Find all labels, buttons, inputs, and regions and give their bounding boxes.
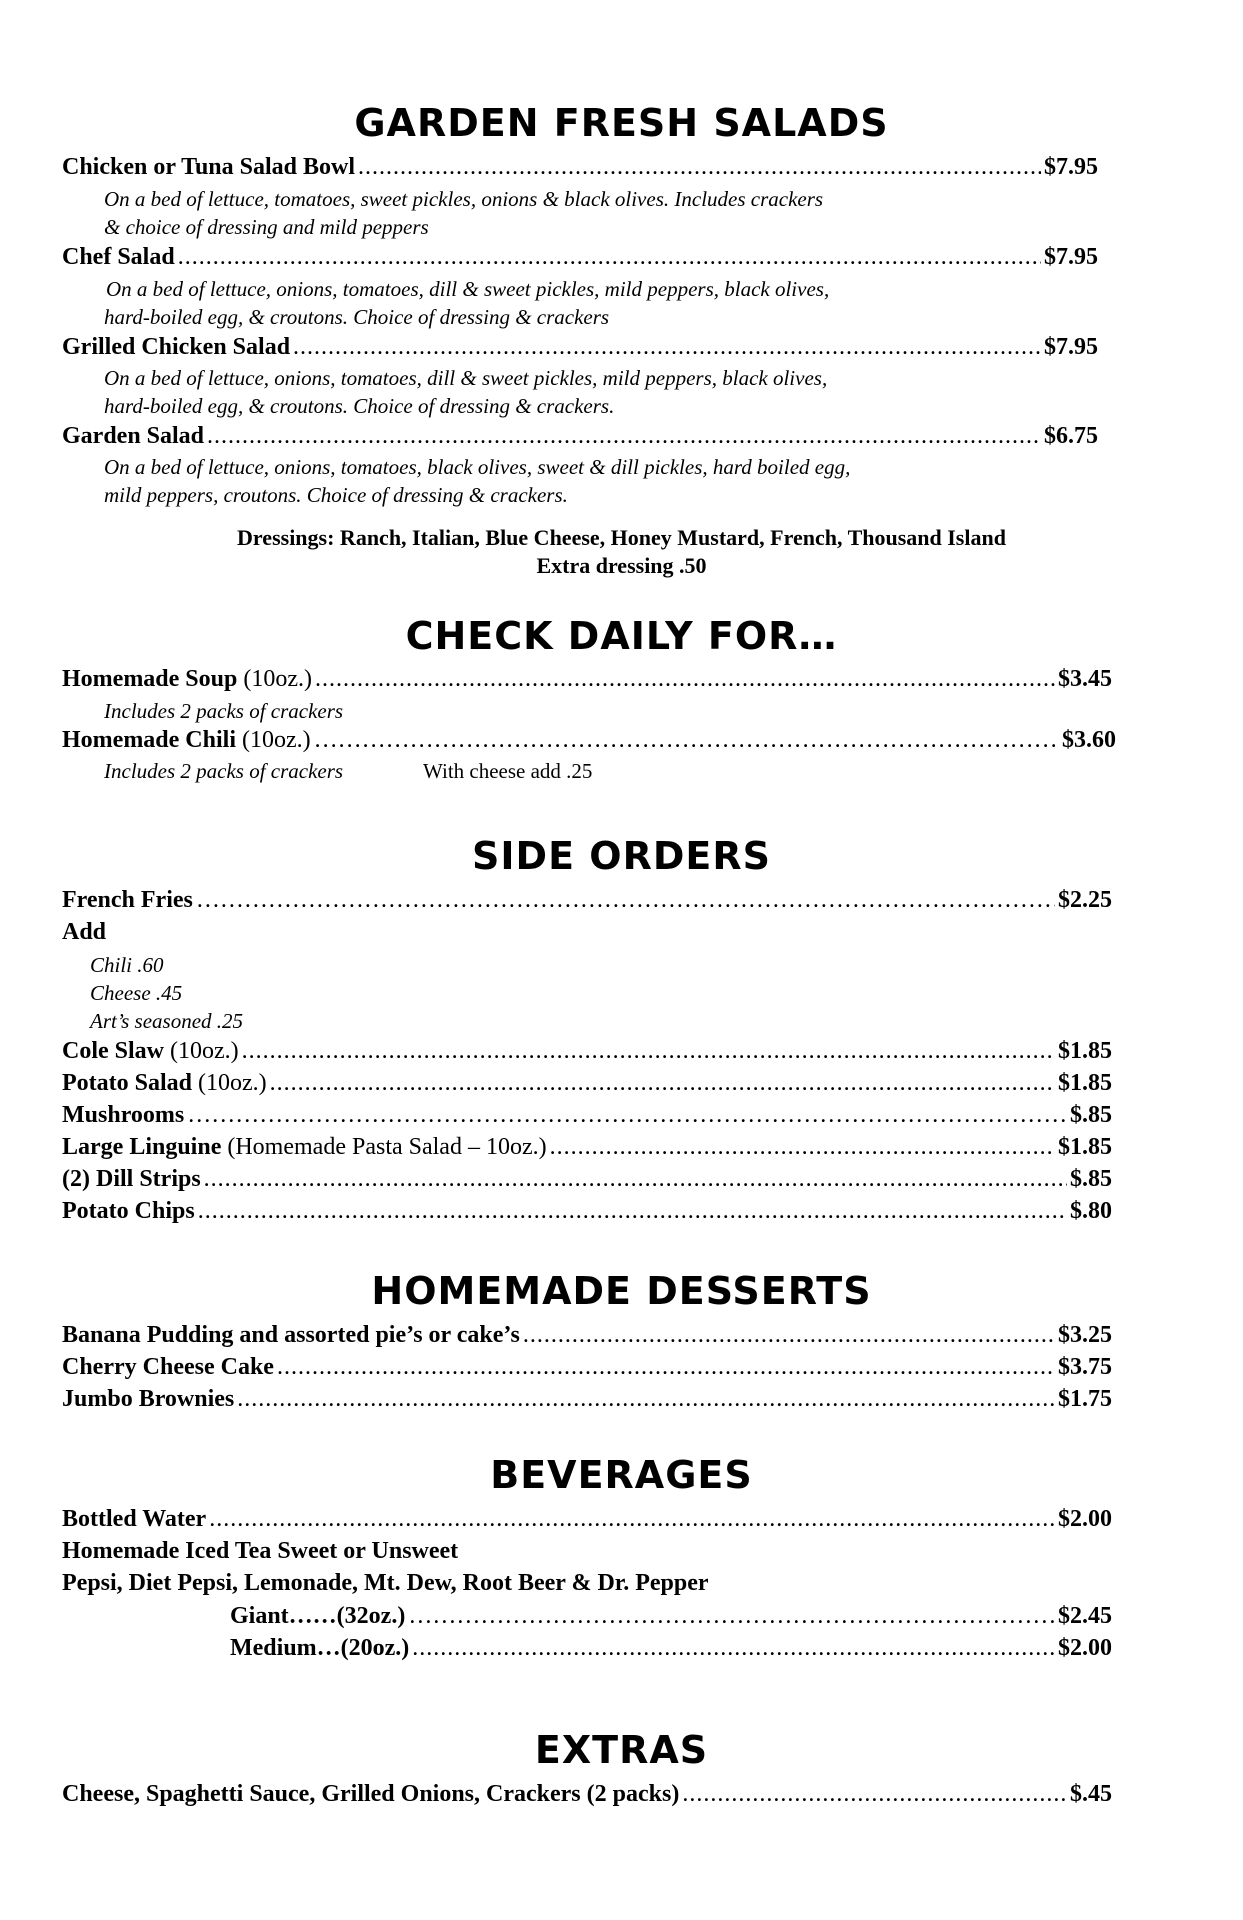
leader-dots [412, 1633, 1055, 1663]
leader-dots [237, 1384, 1055, 1414]
leader-dots [242, 1036, 1055, 1066]
extra-dressing: Extra dressing .50 [536, 553, 707, 578]
item-name: Large Linguine [62, 1134, 222, 1160]
item-name: (2) Dill Strips [62, 1166, 201, 1192]
item-price: $2.45 [1058, 1603, 1112, 1629]
item-description: hard-boiled egg, & croutons. Choice of dressing & crackers. [104, 394, 615, 418]
item-name: Cole Slaw [62, 1038, 164, 1064]
item-name: Garden Salad [62, 423, 205, 449]
item-price: $2.00 [1058, 1506, 1112, 1532]
item-size: (10oz.) [243, 666, 312, 692]
menu-item [230, 1633, 1112, 1663]
item-price: $.85 [1070, 1102, 1112, 1128]
item-size: (Homemade Pasta Salad – 10oz.) [227, 1134, 547, 1160]
item-description: & choice of dressing and mild peppers [104, 215, 429, 239]
item-price: $1.75 [1058, 1386, 1112, 1412]
menu-item [62, 1504, 1112, 1534]
item-description: hard-boiled egg, & croutons. Choice of dressing & crackers [104, 305, 610, 329]
beverages-heading: BEVERAGES [490, 1453, 753, 1497]
leader-dots [523, 1320, 1055, 1350]
item-name: Chef Salad [62, 244, 175, 270]
item-name: Giant……(32oz.) [230, 1603, 406, 1629]
item-price: $.80 [1070, 1198, 1112, 1224]
menu-item [62, 242, 1098, 272]
menu-item [62, 1320, 1112, 1350]
item-name: Mushrooms [62, 1102, 185, 1128]
item-name: Bottled Water [62, 1506, 207, 1532]
menu-item [62, 1036, 1112, 1066]
item-name: Banana Pudding and assorted pie’s or cake’s [62, 1322, 520, 1348]
item-name: Potato Salad [62, 1070, 193, 1096]
menu-item [62, 664, 1112, 694]
leader-dots [204, 1164, 1067, 1194]
item-price: $.85 [1070, 1166, 1112, 1192]
item-price: $3.60 [1062, 727, 1116, 753]
item-name: French Fries [62, 887, 193, 913]
menu-item [62, 421, 1098, 451]
item-name: Grilled Chicken Salad [62, 334, 291, 360]
item-description: On a bed of lettuce, onions, tomatoes, dill & sweet pickles, mild peppers, black olives, [106, 277, 830, 301]
item-description: On a bed of lettuce, onions, tomatoes, dill & sweet pickles, mild peppers, black olives, [104, 366, 828, 390]
leader-dots [270, 1068, 1055, 1098]
leader-dots [358, 152, 1041, 182]
item-price: $1.85 [1058, 1070, 1112, 1096]
item-note: Includes 2 packs of crackers [104, 759, 344, 783]
menu-item [62, 1164, 1112, 1194]
item-price: $3.25 [1058, 1322, 1112, 1348]
extras-heading: EXTRAS [534, 1728, 709, 1772]
menu-item [62, 725, 1116, 755]
item-name: Chicken or Tuna Salad Bowl [62, 154, 356, 180]
menu-item [230, 1601, 1112, 1631]
item-price: $1.85 [1058, 1038, 1112, 1064]
item-name: Medium…(20oz.) [230, 1635, 410, 1661]
leader-dots [293, 332, 1041, 362]
menu-item [62, 1068, 1112, 1098]
leader-dots [408, 1601, 1055, 1631]
leader-dots [207, 421, 1041, 451]
daily-heading: CHECK DAILY FOR… [405, 614, 838, 658]
iced-tea: Homemade Iced Tea Sweet or Unsweet [62, 1538, 459, 1564]
item-name: Cheese, Spaghetti Sauce, Grilled Onions, Crackers (2 packs) [62, 1781, 680, 1807]
menu-item [62, 1100, 1112, 1130]
item-description: mild peppers, croutons. Choice of dressing & crackers. [104, 483, 568, 507]
menu-item [62, 885, 1112, 915]
add-option: Art’s seasoned .25 [90, 1009, 244, 1033]
add-option: Cheese .45 [90, 981, 183, 1005]
menu-item [62, 1196, 1112, 1226]
item-size: (10oz.) [170, 1038, 239, 1064]
leader-dots [198, 1196, 1067, 1226]
item-price: $3.75 [1058, 1354, 1112, 1380]
leader-dots [682, 1779, 1067, 1809]
add-option: Chili .60 [90, 953, 164, 977]
menu-item [62, 152, 1098, 182]
item-price: $2.25 [1058, 887, 1112, 913]
leader-dots [178, 242, 1041, 272]
menu-item [62, 332, 1098, 362]
item-price: $3.45 [1058, 666, 1112, 692]
leader-dots [314, 725, 1059, 755]
leader-dots [196, 885, 1055, 915]
dressings-list: Dressings: Ranch, Italian, Blue Cheese, Honey Mustard, French, Thousand Island [237, 525, 1006, 550]
item-name: Jumbo Brownies [62, 1386, 235, 1412]
menu-item [62, 1132, 1112, 1162]
add-label: Add [62, 919, 107, 945]
item-description: On a bed of lettuce, tomatoes, sweet pickles, onions & black olives. Includes crackers [104, 187, 824, 211]
leader-dots [315, 664, 1055, 694]
item-price: $1.85 [1058, 1134, 1112, 1160]
item-price: $7.95 [1044, 334, 1098, 360]
menu-item [62, 1779, 1112, 1809]
leader-dots [277, 1352, 1055, 1382]
item-size: (10oz.) [198, 1070, 267, 1096]
salads-heading: GARDEN FRESH SALADS [354, 101, 889, 145]
item-price: $7.95 [1044, 154, 1098, 180]
sides-heading: SIDE ORDERS [472, 834, 771, 878]
item-price: $7.95 [1044, 244, 1098, 270]
item-name: Homemade Soup [62, 666, 238, 692]
item-name: Homemade Chili [62, 727, 236, 753]
menu-item [62, 1352, 1112, 1382]
item-size: (10oz.) [242, 727, 311, 753]
item-note: Includes 2 packs of crackers [104, 699, 344, 723]
item-name: Potato Chips [62, 1198, 195, 1224]
item-name: Cherry Cheese Cake [62, 1354, 274, 1380]
leader-dots [187, 1100, 1067, 1130]
soda-list: Pepsi, Diet Pepsi, Lemonade, Mt. Dew, Root Beer & Dr. Pepper [62, 1570, 709, 1596]
item-price: $2.00 [1058, 1635, 1112, 1661]
leader-dots [209, 1504, 1055, 1534]
menu-item [62, 1384, 1112, 1414]
cheese-addon: With cheese add .25 [423, 759, 593, 783]
leader-dots [550, 1132, 1055, 1162]
item-description: On a bed of lettuce, onions, tomatoes, black olives, sweet & dill pickles, hard boiled egg, [104, 455, 851, 479]
item-price: $.45 [1070, 1781, 1112, 1807]
item-price: $6.75 [1044, 423, 1098, 449]
desserts-heading: HOMEMADE DESSERTS [371, 1269, 872, 1313]
